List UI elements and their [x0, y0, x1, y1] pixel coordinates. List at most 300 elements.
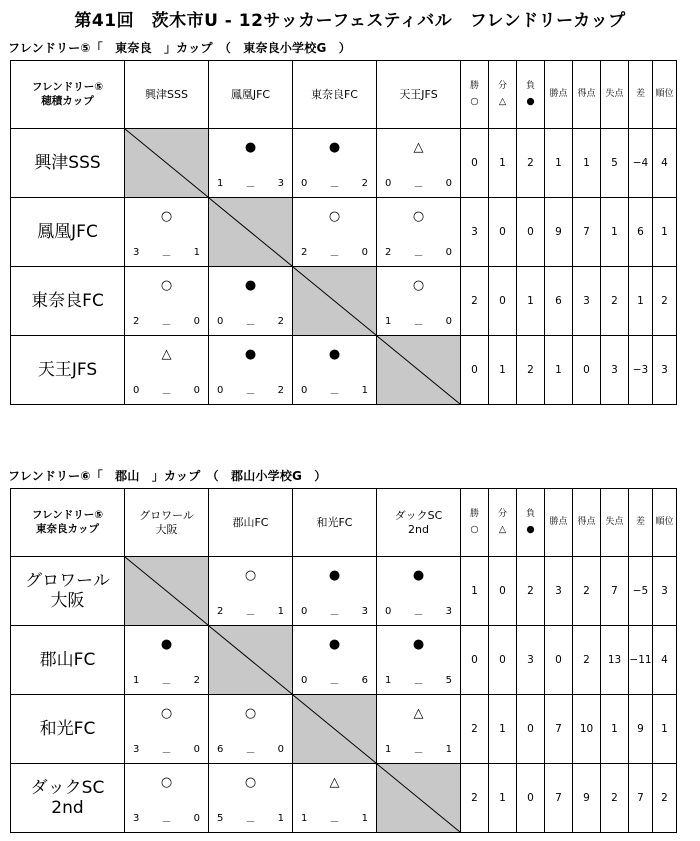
stat-value: −11 — [629, 654, 652, 666]
stat-cell — [517, 764, 545, 833]
stat-value: 4 — [661, 157, 668, 169]
stat-cell — [601, 129, 629, 198]
stat-cell — [517, 695, 545, 764]
diagonal-line — [293, 267, 376, 335]
match-result-cell — [209, 129, 293, 198]
score-home: 0 — [133, 385, 140, 396]
stat-header — [489, 61, 517, 129]
stat-value: 2 — [583, 585, 590, 597]
column-header-team — [377, 61, 461, 129]
match-result-cell — [209, 695, 293, 764]
stat-value: 1 — [611, 723, 618, 735]
stat-cell — [653, 267, 677, 336]
stat-header — [489, 489, 517, 557]
stat-header-label: 順位 — [655, 88, 674, 99]
row-team-name — [11, 626, 125, 695]
stat-cell — [517, 198, 545, 267]
stat-value: 2 — [661, 792, 668, 804]
match-result-cell — [377, 198, 461, 267]
league-table-2 — [10, 488, 677, 833]
cup-label-cell — [11, 489, 125, 557]
score-away: 2 — [361, 178, 368, 189]
stat-value: 7 — [637, 792, 644, 804]
score-away: 2 — [277, 385, 284, 396]
table-row — [11, 695, 677, 764]
column-team-name: 鳳凰JFC — [230, 87, 271, 101]
self-match-cell — [125, 557, 209, 626]
stat-value: 1 — [527, 295, 534, 307]
stat-cell — [629, 336, 653, 405]
stat-header — [653, 489, 677, 557]
stat-cell — [545, 626, 573, 695]
score-home: 5 — [217, 813, 224, 824]
score-away: 0 — [193, 813, 200, 824]
result-mark: △ — [413, 140, 424, 155]
stat-value: 13 — [607, 654, 622, 666]
match-result-cell — [377, 267, 461, 336]
match-score — [125, 744, 208, 759]
header-row — [11, 61, 677, 129]
match-score — [293, 675, 376, 690]
stat-value: 0 — [527, 723, 534, 735]
match-score — [125, 813, 208, 828]
result-mark: △ — [329, 775, 340, 790]
stat-cell — [629, 626, 653, 695]
score-away: 1 — [193, 247, 200, 258]
diagonal-line — [293, 695, 376, 763]
match-result-cell — [125, 695, 209, 764]
stat-value: 1 — [499, 157, 506, 169]
stat-header-symbol: △ — [498, 95, 507, 107]
score-home: 0 — [301, 178, 308, 189]
stat-cell — [573, 198, 601, 267]
stat-header — [629, 61, 653, 129]
score-away: 0 — [361, 247, 368, 258]
stat-value: 2 — [527, 364, 534, 376]
match-score — [209, 316, 292, 331]
score-dash: － — [245, 389, 256, 400]
stat-cell — [653, 764, 677, 833]
stat-value: 1 — [661, 723, 668, 735]
match-result-cell — [377, 557, 461, 626]
score-home: 1 — [217, 178, 224, 189]
table-row — [11, 336, 677, 405]
score-home: 3 — [133, 813, 140, 824]
stat-cell — [629, 557, 653, 626]
stat-cell — [489, 557, 517, 626]
score-dash: － — [245, 320, 256, 331]
match-score — [293, 247, 376, 262]
stat-header — [601, 61, 629, 129]
match-result-cell — [209, 267, 293, 336]
score-away: 0 — [445, 316, 452, 327]
result-mark: ● — [328, 140, 341, 155]
stat-cell — [573, 557, 601, 626]
match-score — [125, 675, 208, 690]
header-row — [11, 489, 677, 557]
stat-value: 3 — [661, 585, 668, 597]
match-score — [293, 178, 376, 193]
score-dash: － — [329, 182, 340, 193]
stat-value: 3 — [661, 364, 668, 376]
stat-cell — [461, 626, 489, 695]
stat-cell — [461, 557, 489, 626]
stat-cell — [461, 764, 489, 833]
stat-header — [653, 61, 677, 129]
stat-header — [545, 489, 573, 557]
stat-cell — [601, 764, 629, 833]
stat-header-label: 差 — [635, 516, 645, 527]
stat-header-label: 分 — [497, 508, 507, 519]
stat-value: 2 — [583, 654, 590, 666]
column-team-name: ダックSC — [394, 508, 443, 522]
cup-label-line: 東奈良カップ — [36, 522, 99, 535]
match-result-cell — [125, 267, 209, 336]
column-header-team — [293, 489, 377, 557]
stat-cell — [601, 267, 629, 336]
match-result-cell — [293, 626, 377, 695]
stat-value: 3 — [611, 364, 618, 376]
score-dash: － — [413, 251, 424, 262]
stat-cell — [545, 695, 573, 764]
score-dash: － — [161, 817, 172, 828]
stat-cell — [489, 764, 517, 833]
score-dash: － — [161, 320, 172, 331]
score-home: 1 — [385, 675, 392, 686]
stat-cell — [517, 626, 545, 695]
match-result-cell — [377, 129, 461, 198]
match-result-cell — [209, 557, 293, 626]
table-row — [11, 198, 677, 267]
score-dash: － — [329, 251, 340, 262]
stat-header-label: 負 — [525, 508, 535, 519]
row-team-line: 大阪 — [50, 591, 85, 611]
stat-value: 2 — [661, 295, 668, 307]
stat-cell — [489, 267, 517, 336]
column-header-team — [125, 61, 209, 129]
score-dash: － — [329, 679, 340, 690]
result-mark: ○ — [160, 706, 173, 721]
stat-cell — [629, 695, 653, 764]
result-mark: ● — [328, 347, 341, 362]
self-match-cell — [293, 267, 377, 336]
score-away: 1 — [277, 813, 284, 824]
score-home: 6 — [217, 744, 224, 755]
stat-cell — [517, 557, 545, 626]
stat-value: 0 — [499, 295, 506, 307]
column-header-team — [209, 489, 293, 557]
result-mark: ○ — [160, 775, 173, 790]
stat-value: 1 — [637, 295, 644, 307]
stat-cell — [461, 336, 489, 405]
score-dash: － — [329, 610, 340, 621]
match-result-cell — [293, 198, 377, 267]
match-result-cell — [125, 626, 209, 695]
stat-header-label: 勝 — [469, 508, 479, 519]
stat-value: 4 — [661, 654, 668, 666]
stat-value: 1 — [555, 364, 562, 376]
stat-header-symbol: ● — [526, 95, 535, 107]
row-team-line: ダックSC — [30, 777, 105, 798]
self-match-cell — [377, 336, 461, 405]
row-team-line: 東奈良FC — [31, 290, 104, 311]
stat-header — [461, 61, 489, 129]
stat-value: 2 — [471, 723, 478, 735]
stat-value: 1 — [499, 792, 506, 804]
stat-value: 0 — [527, 226, 534, 238]
group-2-subtitle: フレンドリー⑥「 郡山 」カップ （ 郡山小学校G ） — [8, 469, 327, 483]
column-team-name: 興津SSS — [145, 87, 188, 101]
stat-header — [517, 61, 545, 129]
stat-cell — [653, 695, 677, 764]
result-mark: ● — [328, 568, 341, 583]
stat-header — [601, 489, 629, 557]
score-home: 0 — [385, 606, 392, 617]
score-away: 2 — [277, 316, 284, 327]
column-team-name: 天王JFS — [399, 87, 438, 101]
row-team-name — [11, 129, 125, 198]
match-score — [125, 385, 208, 400]
stat-cell — [573, 129, 601, 198]
stat-cell — [629, 129, 653, 198]
stat-value: 2 — [611, 295, 618, 307]
score-away: 0 — [193, 316, 200, 327]
stat-value: 6 — [555, 295, 562, 307]
stat-header-label: 勝点 — [549, 516, 568, 527]
row-team-name — [11, 336, 125, 405]
stat-value: 1 — [661, 226, 668, 238]
stat-value: 6 — [637, 226, 644, 238]
stat-cell — [545, 129, 573, 198]
row-team-line: 和光FC — [39, 718, 96, 739]
stat-header — [629, 489, 653, 557]
match-result-cell — [377, 695, 461, 764]
stat-value: 10 — [579, 723, 594, 735]
match-result-cell — [209, 336, 293, 405]
stat-cell — [629, 198, 653, 267]
stat-header — [517, 489, 545, 557]
result-mark: ● — [160, 637, 173, 652]
self-match-cell — [293, 695, 377, 764]
stat-cell — [545, 557, 573, 626]
column-team-name: 和光FC — [316, 515, 353, 529]
stat-value: −5 — [632, 585, 649, 597]
cup-label-line: フレンドリー⑤ — [31, 81, 104, 94]
stat-header-label: 分 — [497, 80, 507, 91]
stat-value: 2 — [527, 157, 534, 169]
stat-value: 1 — [499, 364, 506, 376]
result-mark: ○ — [244, 775, 257, 790]
match-score — [209, 606, 292, 621]
score-dash: － — [161, 748, 172, 759]
row-team-name — [11, 695, 125, 764]
stat-value: 0 — [499, 226, 506, 238]
stat-value: 1 — [555, 157, 562, 169]
score-away: 0 — [277, 744, 284, 755]
score-home: 0 — [301, 606, 308, 617]
column-team-name: 2nd — [408, 522, 429, 536]
score-dash: － — [413, 320, 424, 331]
match-score — [125, 316, 208, 331]
score-home: 3 — [133, 247, 140, 258]
stat-cell — [653, 557, 677, 626]
score-dash: － — [161, 389, 172, 400]
result-mark: △ — [413, 706, 424, 721]
cup-label-cell — [11, 61, 125, 129]
score-home: 0 — [301, 385, 308, 396]
score-dash: － — [245, 817, 256, 828]
score-home: 2 — [217, 606, 224, 617]
stat-value: 0 — [471, 157, 478, 169]
table-row — [11, 557, 677, 626]
match-score — [377, 316, 460, 331]
match-score — [293, 385, 376, 400]
match-score — [293, 813, 376, 828]
match-score — [377, 675, 460, 690]
stat-value: 1 — [471, 585, 478, 597]
match-result-cell — [125, 198, 209, 267]
match-result-cell — [293, 764, 377, 833]
stat-header — [545, 61, 573, 129]
score-home: 0 — [301, 675, 308, 686]
stat-value: 0 — [499, 585, 506, 597]
row-team-line: グロワール — [25, 570, 110, 591]
row-team-line: 天王JFS — [37, 359, 98, 380]
score-away: 3 — [277, 178, 284, 189]
score-home: 1 — [133, 675, 140, 686]
result-mark: ● — [412, 637, 425, 652]
cup-label-line: フレンドリー⑤ — [31, 509, 104, 522]
row-team-name — [11, 764, 125, 833]
diagonal-line — [377, 336, 460, 404]
result-mark: ○ — [328, 209, 341, 224]
stat-value: 7 — [611, 585, 618, 597]
result-mark: ● — [328, 637, 341, 652]
table-row — [11, 129, 677, 198]
match-score — [209, 178, 292, 193]
score-away: 0 — [445, 247, 452, 258]
stat-cell — [601, 626, 629, 695]
score-home: 1 — [385, 316, 392, 327]
match-score — [293, 606, 376, 621]
stat-value: 0 — [471, 654, 478, 666]
stat-value: −3 — [632, 364, 649, 376]
group-1-subtitle: フレンドリー⑤「 東奈良 」カップ （ 東奈良小学校G ） — [8, 41, 351, 55]
score-home: 0 — [217, 385, 224, 396]
self-match-cell — [377, 764, 461, 833]
row-team-line: 2nd — [51, 798, 84, 818]
stat-value: 0 — [471, 364, 478, 376]
score-home: 2 — [301, 247, 308, 258]
stat-cell — [573, 626, 601, 695]
stat-value: 3 — [555, 585, 562, 597]
stat-value: 9 — [583, 792, 590, 804]
stat-header-symbol: ● — [526, 523, 535, 535]
match-result-cell — [293, 557, 377, 626]
stat-cell — [461, 129, 489, 198]
stat-header-symbol: ○ — [470, 523, 479, 535]
score-home: 2 — [133, 316, 140, 327]
stat-value: 3 — [583, 295, 590, 307]
result-mark: △ — [161, 347, 172, 362]
stat-value: 1 — [611, 226, 618, 238]
stat-cell — [573, 267, 601, 336]
self-match-cell — [209, 626, 293, 695]
score-dash: － — [413, 679, 424, 690]
stat-value: 9 — [637, 723, 644, 735]
score-home: 3 — [133, 744, 140, 755]
result-mark: ● — [244, 140, 257, 155]
stat-header-label: 得点 — [577, 516, 596, 527]
stat-header-label: 勝点 — [549, 88, 568, 99]
score-dash: － — [245, 610, 256, 621]
row-team-name — [11, 267, 125, 336]
stat-header-label: 失点 — [605, 516, 624, 527]
diagonal-line — [209, 626, 292, 694]
stat-value: 1 — [583, 157, 590, 169]
stat-value: 2 — [527, 585, 534, 597]
score-dash: － — [329, 817, 340, 828]
column-team-name: グロワール — [139, 508, 194, 522]
stat-cell — [517, 267, 545, 336]
score-away: 6 — [361, 675, 368, 686]
stat-cell — [517, 129, 545, 198]
score-away: 3 — [361, 606, 368, 617]
row-team-name — [11, 198, 125, 267]
stat-value: 3 — [527, 654, 534, 666]
stat-header — [573, 489, 601, 557]
match-score — [125, 247, 208, 262]
score-dash: － — [329, 389, 340, 400]
score-dash: － — [161, 679, 172, 690]
stat-cell — [545, 764, 573, 833]
stat-cell — [545, 198, 573, 267]
column-header-team — [209, 61, 293, 129]
stat-cell — [545, 267, 573, 336]
row-team-line: 鳳凰JFC — [37, 221, 98, 242]
column-team-name: 東奈良FC — [310, 87, 358, 101]
score-away: 1 — [445, 744, 452, 755]
stat-cell — [573, 695, 601, 764]
stat-cell — [573, 336, 601, 405]
stat-value: 7 — [555, 723, 562, 735]
score-away: 0 — [445, 178, 452, 189]
stat-value: 0 — [499, 654, 506, 666]
league-table-1 — [10, 60, 677, 405]
result-mark: ○ — [160, 209, 173, 224]
diagonal-line — [209, 198, 292, 266]
stat-value: 0 — [555, 654, 562, 666]
stat-value: 9 — [555, 226, 562, 238]
stat-cell — [517, 336, 545, 405]
column-header-team — [293, 61, 377, 129]
row-team-line: 興津SSS — [34, 152, 101, 173]
row-team-name — [11, 557, 125, 626]
stat-header-label: 順位 — [655, 516, 674, 527]
score-away: 3 — [445, 606, 452, 617]
score-away: 0 — [193, 385, 200, 396]
match-score — [209, 744, 292, 759]
table-row — [11, 267, 677, 336]
score-home: 1 — [301, 813, 308, 824]
result-mark: ● — [244, 278, 257, 293]
score-home: 2 — [385, 247, 392, 258]
score-dash: － — [245, 182, 256, 193]
stat-value: 2 — [471, 792, 478, 804]
match-score — [377, 744, 460, 759]
stat-cell — [601, 198, 629, 267]
stat-cell — [489, 626, 517, 695]
